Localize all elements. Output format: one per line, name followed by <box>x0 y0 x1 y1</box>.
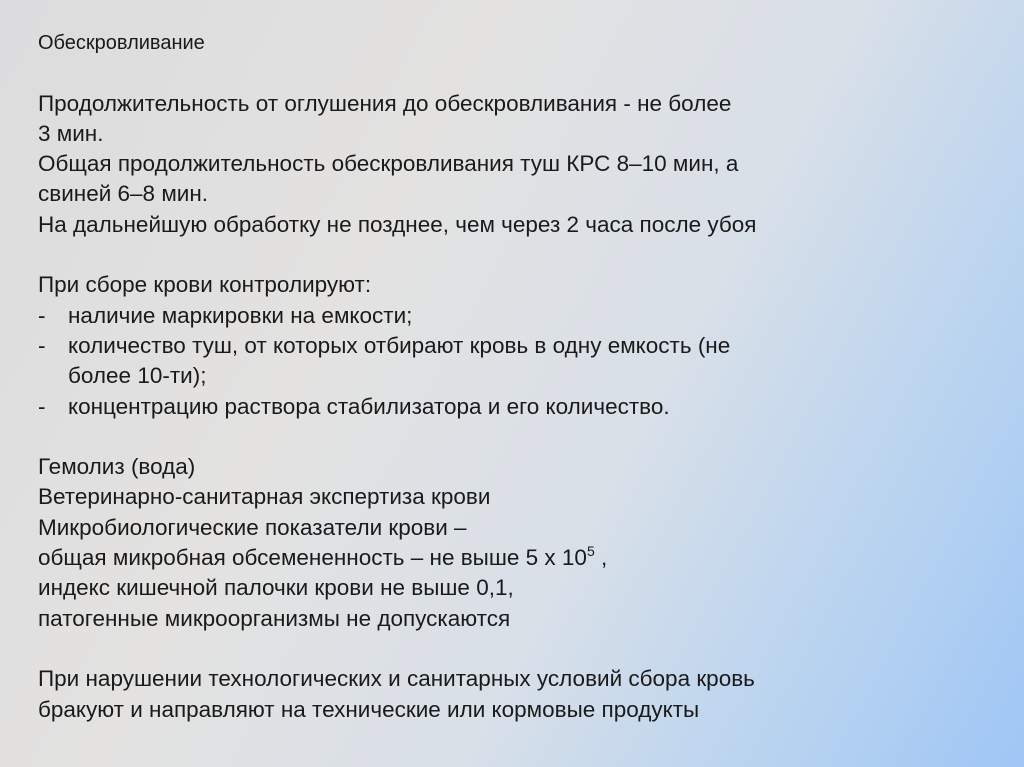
slide-content <box>38 28 998 725</box>
violation-line-1: При нарушении технологических и санитарных условий сбора кровь <box>38 666 755 692</box>
spacer <box>38 58 998 88</box>
spacer <box>38 634 998 664</box>
microbial-count-text: общая микробная обсемененность – не выше 5 х 10 <box>38 545 587 571</box>
duration-line-4: свиней 6–8 мин. <box>38 181 209 207</box>
duration-section <box>38 89 998 240</box>
expertise-section <box>38 452 998 634</box>
list-item-text: концентрацию раствора стабилизатора и его количество. <box>68 393 670 419</box>
duration-line-2: 3 мин. <box>38 120 104 146</box>
expertise-line-4 <box>38 543 998 573</box>
expertise-line-2: Ветеринарно-санитарная экспертиза крови <box>38 484 491 510</box>
violation-line-2: бракуют и направляют на технические или кормовые продукты <box>38 696 700 722</box>
spacer <box>38 422 998 452</box>
list-item <box>38 392 998 422</box>
spacer <box>38 240 998 270</box>
list-item <box>38 301 998 331</box>
duration-line-1: Продолжительность от оглушения до обескровливания - не более <box>38 90 732 116</box>
exponent: 5 <box>586 543 595 560</box>
bullet-marker: - <box>38 302 46 328</box>
expertise-line-1: Гемолиз (вода) <box>38 454 196 480</box>
expertise-line-6: патогенные микроорганизмы не допускаются <box>38 605 511 631</box>
slide-title: Обескровливание <box>38 32 205 54</box>
list-item-text: наличие маркировки на емкости; <box>68 302 413 328</box>
microbial-count-suffix: , <box>594 545 608 571</box>
violation-section <box>38 664 998 725</box>
list-item-continuation: более 10-ти); <box>68 363 207 389</box>
expertise-line-5: индекс кишечной палочки крови не выше 0,1, <box>38 575 514 601</box>
duration-line-3: Общая продолжительность обескровливания туш КРС 8–10 мин, а <box>38 151 739 177</box>
expertise-line-3: Микробиологические показатели крови – <box>38 514 467 540</box>
bullet-marker: - <box>38 332 46 358</box>
list-item <box>38 331 998 361</box>
bullet-marker: - <box>38 393 46 419</box>
list-item-text: количество туш, от которых отбирают кровь в одну емкость (не <box>68 332 731 358</box>
control-section <box>38 270 998 421</box>
control-heading: При сборе крови контролируют: <box>38 272 372 298</box>
duration-line-5: На дальнейшую обработку не позднее, чем через 2 часа после убоя <box>38 211 757 237</box>
